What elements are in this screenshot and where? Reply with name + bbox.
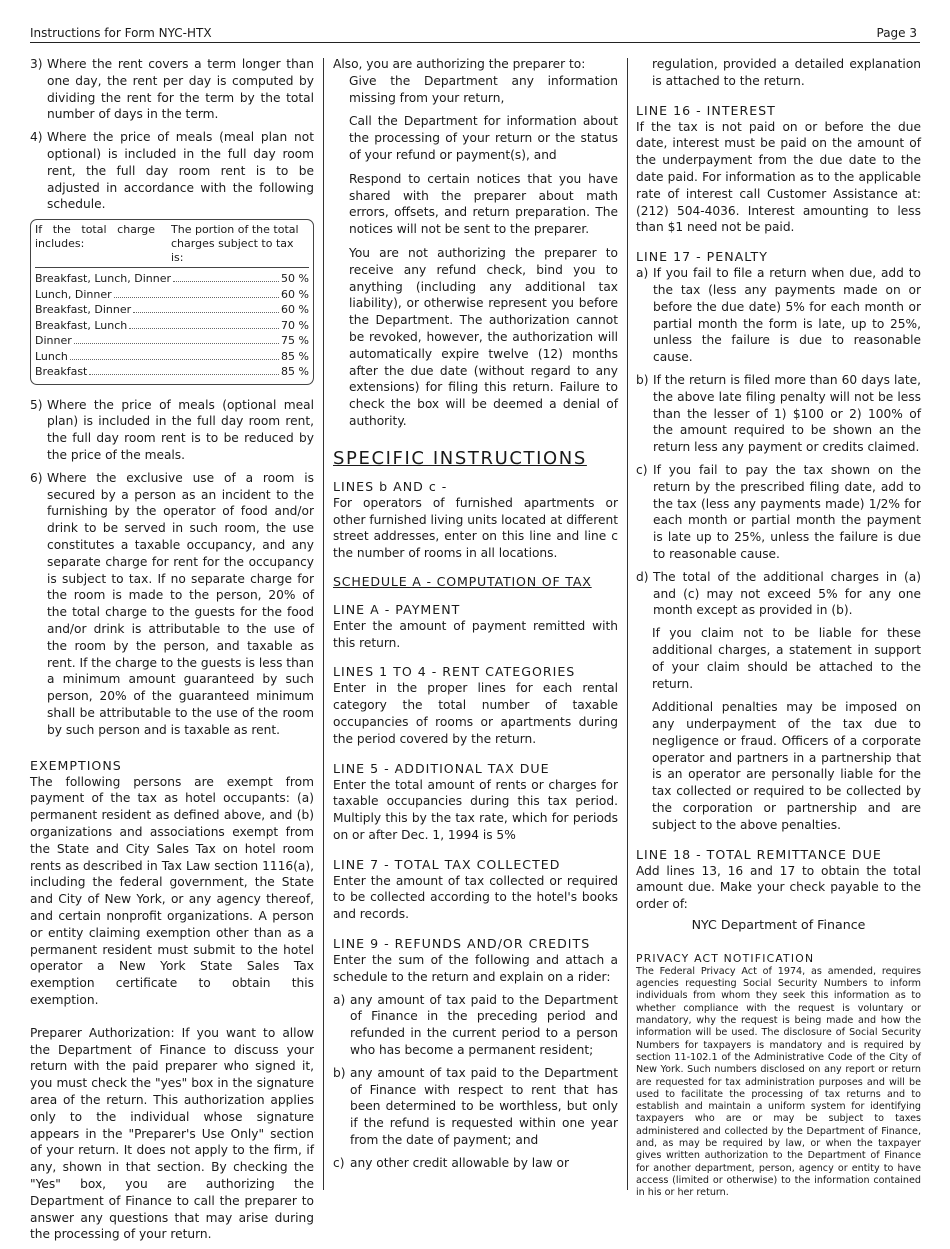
column-left (30, 56, 314, 1249)
authorization-item: Respond to certain notices that you have shared with the preparer about math errors, offsets, and return preparation. The notices will not be sent to the preparer. (349, 171, 618, 237)
row-value: 60 % (281, 303, 309, 317)
row-value: 50 % (281, 272, 309, 286)
form-title: Instructions for Form NYC-HTX (30, 26, 212, 40)
authorization-item: Give the Department any information missing from your return, (349, 73, 618, 105)
list-item (333, 1065, 618, 1149)
authorization-intro: Also, you are authorizing the preparer to: (333, 57, 586, 71)
item-text: If the return is filed more than 60 days late, the above late filing penalty will not be less than the lesser of 1) $100 or 2) 100% of the amount required to be shown an the return less any payment or credits claimed. (653, 372, 921, 455)
list-item (30, 397, 314, 464)
column-right (636, 56, 921, 1200)
line-a-heading: LINE A - PAYMENT (333, 601, 461, 617)
row-label: Lunch (35, 349, 68, 363)
item-number: a) (636, 266, 649, 281)
row-label: Breakfast, Dinner (35, 303, 132, 317)
item-text: If you fail to pay the tax shown on the return by the prescribed filing date, add to the tax (less any payments made) 1/2% for each month or partial month the payment is late up to 25%, unless the failure is due to reasonable cause. (653, 462, 921, 561)
additional-penalties-text: Additional penalties may be imposed on any underpayment of the tax due to negligence or fraud. Officers of a corporate operator and partners in a partnership that is an operator are personally liable for the tax collected or required to be collected by the corporation or partnership and are subject to the above penalties. (652, 700, 921, 832)
line-16-text: If the tax is not paid on or before the due date, interest must be paid on the amount of the underpayment from the due date to the date paid. For information as to the applicable rate of interest call Customer Assistance at: (212) 504-4036. Interest amounting to less than $1 need not be paid. (636, 119, 921, 235)
claim-text: If you claim not to be liable for these additional charges, a statement in support of your claim should be attached to the return. (652, 626, 921, 691)
item-text: any other credit allowable by law or (350, 1155, 569, 1170)
table-row (35, 364, 309, 380)
item-number: a) (333, 992, 346, 1007)
list-item (333, 1155, 618, 1172)
lines-bc-heading: LINES b AND c - (333, 478, 448, 494)
table-header-right: The portion of the total charges subject to tax is: (171, 223, 299, 265)
table-row (35, 349, 309, 365)
row-label: Lunch, Dinner (35, 287, 112, 301)
row-label: Breakfast, Lunch, Dinner (35, 272, 172, 286)
item-number: d) (636, 569, 649, 584)
row-value: 85 % (281, 365, 309, 379)
meal-schedule-table (30, 219, 314, 385)
item-number: b) (636, 372, 649, 387)
item-number: c) (333, 1155, 345, 1170)
item-number: c) (636, 462, 648, 477)
list-item (636, 372, 921, 456)
exemptions-heading: EXEMPTIONS (30, 757, 122, 773)
line-16-heading: LINE 16 - INTEREST (636, 102, 776, 118)
item-text: any amount of tax paid to the Department of Finance in the preceding period and refunded in the current period to a person who has become a permanent resident; (350, 992, 618, 1058)
page-header (30, 26, 920, 43)
list-item (636, 462, 921, 563)
schedule-a-heading: SCHEDULE A - COMPUTATION OF TAX (333, 573, 592, 589)
line-9-text: Enter the sum of the following and attach a schedule to the return and explain on a rider: (333, 953, 618, 984)
table-header (35, 223, 309, 268)
table-row (35, 287, 309, 303)
item-number: 6) (30, 470, 43, 485)
item-number: b) (333, 1065, 346, 1080)
lines-bc-text: For operators of furnished apartments or other furnished living units located at different street addresses, enter on this line and line c the number of rooms in all locations. (333, 495, 618, 561)
page-number: Page 3 (876, 26, 917, 40)
row-label: Breakfast, Lunch (35, 318, 128, 332)
row-value: 75 % (281, 334, 309, 348)
preparer-authorization-text: Preparer Authorization: If you want to allow the Department of Finance to discuss your return with the paid preparer who signed it, you must check the "yes" box in the signature area of the return. This authorization applies only to the individual whose signature appears in the "Preparer's Use Only" section of your return. It does not apply to the firm, if any, shown in that section. By checking the "Yes" box, you are authorizing the Department of Finance to call the preparer to answer any questions that may arise during the processing of your return. (30, 1025, 314, 1242)
list-item (30, 129, 314, 213)
line-1-4-heading: LINES 1 TO 4 - RENT CATEGORIES (333, 664, 576, 680)
line-7-text: Enter the amount of tax collected or required to be collected according to the hotel's books and records. (333, 873, 618, 922)
item-text: Where the price of meals (optional meal plan) is included in the full day room rent, the full day room rent is to be reduced by the price of the meals. (47, 397, 314, 463)
item-number: 4) (30, 130, 43, 145)
row-value: 70 % (281, 318, 309, 332)
list-item (30, 56, 314, 123)
item-number: 5) (30, 397, 43, 412)
row-value: 85 % (281, 349, 309, 363)
item-text: Where the price of meals (meal plan not optional) is included in the full day room rent, the full day room rent is to be adjusted in accordance with the following schedule. (47, 130, 314, 212)
continued-text: regulation, provided a detailed explanation is attached to the return. (652, 57, 921, 88)
column-divider (323, 58, 324, 1190)
list-item (333, 992, 618, 1059)
line-18-heading: LINE 18 - TOTAL REMITTANCE DUE (636, 846, 882, 862)
item-text: Where the rent covers a term longer than one day, the rent per day is computed by dividing the rent for the term by the total number of days in the term. (47, 57, 314, 122)
table-row (35, 271, 309, 287)
row-label: Breakfast (35, 365, 88, 379)
line-5-text: Enter the total amount of rents or charges for taxable occupancies during this tax period. Multiply this by the tax rate, which for periods on or after Dec. 1, 1994 is 5% (333, 777, 618, 842)
column-middle (333, 56, 618, 1178)
line-9-heading: LINE 9 - REFUNDS AND/OR CREDITS (333, 936, 591, 952)
line-5-heading: LINE 5 - ADDITIONAL TAX DUE (333, 760, 550, 776)
authorization-item: You are not authorizing the preparer to receive any refund check, bind you to anything (including any additional tax liability), or otherwise represent you before the Department. The authorization cannot be revoked, however, the authorization will automatically expire twelve (12) months after the due date (without regard to any extensions) for filing this return. Failure to check the box will be deemed a denial of authority. (349, 245, 618, 428)
specific-instructions-heading: SPECIFIC INSTRUCTIONS (333, 447, 587, 469)
table-row (35, 318, 309, 334)
column-divider (627, 58, 628, 1190)
line-a-text: Enter the amount of payment remitted with this return. (333, 618, 618, 650)
authorization-item: Call the Department for information about the processing of your return or the status of your refund or payment(s), and (349, 114, 618, 162)
row-value: 60 % (281, 287, 309, 301)
list-item (636, 265, 921, 366)
payee-name: NYC Department of Finance (691, 917, 866, 933)
privacy-text: The Federal Privacy Act of 1974, as amended, requires agencies requesting Social Security Numbers to inform individuals from whom they seek this information as to whether compliance with the request is voluntary or mandatory, why the request is being made and how the information will be used. The disclosure of Social Security Numbers for taxpayers is mandatory and is required by section 11-102.1 of the Administrative Code of the City of New York. Such numbers disclosed on any report or return are requested for tax administration purposes and will be used to facilitate the processing of tax returns and to establish and maintain a uniform system for identifying taxpayers who are or may be subject to taxes administered and collected by the Department of Finance, and, as may be required by law, or when the taxpayer gives written authorization to the Department of Finance for another department, person, agency or entity to have access (limited or otherwise) to the information contained in his or her return. (636, 965, 921, 1199)
line-1-4-text: Enter in the proper lines for each rental category the total number of taxable occupancies of rooms or apartments during the period covered by the return. (333, 681, 618, 746)
line-7-heading: LINE 7 - TOTAL TAX COLLECTED (333, 856, 561, 872)
exemptions-text: The following persons are exempt from payment of the tax as hotel occupants: (a) permanent resident as defined above, and (b) organizations and associations exempt from the State and City Sales Tax on hotel room rents as described in Tax Law section 1116(a), including the federal government, the State and City of New York, or any agency thereof, and certain nonprofit organizations. A person or entity claiming exemption other than as a permanent resident must submit to the hotel operator a New York State Sales Tax exemption certificate to obtain this exemption. (30, 774, 314, 1007)
row-label: Dinner (35, 334, 72, 348)
item-text: any amount of tax paid to the Department of Finance with respect to rent that has been determined to be worthless, but only if the refund is requested within one year from the date of payment; and (350, 1065, 618, 1148)
table-row (35, 302, 309, 318)
item-text: If you fail to file a return when due, add to the tax (less any payments made on or before the due date) 5% for each month or partial month the form is late, up to 25%, unless the failure is due to reasonable cause. (653, 266, 921, 365)
line-17-heading: LINE 17 - PENALTY (636, 249, 768, 265)
line-18-text: Add lines 13, 16 and 17 to obtain the total amount due. Make your check payable to the order of: (636, 863, 921, 912)
list-item (30, 470, 314, 739)
item-number: 3) (30, 57, 43, 71)
item-text: The total of the additional charges in (a) and (c) may not exceed 5% for any one month except as provided in (b). (653, 569, 921, 618)
table-row (35, 333, 309, 349)
table-header-left: If the total charge includes: (35, 223, 155, 251)
item-text: Where the exclusive use of a room is secured by a person as an incident to the furnishing by the operator of food and/or drink to be served in such room, the use constitutes a taxable occupancy, and any separate charge for rent for the occupancy is subject to tax. If no separate charge for the room is made to the person, 20% of the total charge to the guests for the food and/or drink is attributable to the use of the room by the person, and taxable as rent. If the charge to the guests is less than a minimum amount guaranteed by such person, 20% of the guaranteed minimum shall be attributable to the use of the room by such person and is taxable as rent. (47, 470, 314, 737)
list-item (636, 569, 921, 619)
privacy-heading: PRIVACY ACT NOTIFICATION (636, 951, 815, 965)
